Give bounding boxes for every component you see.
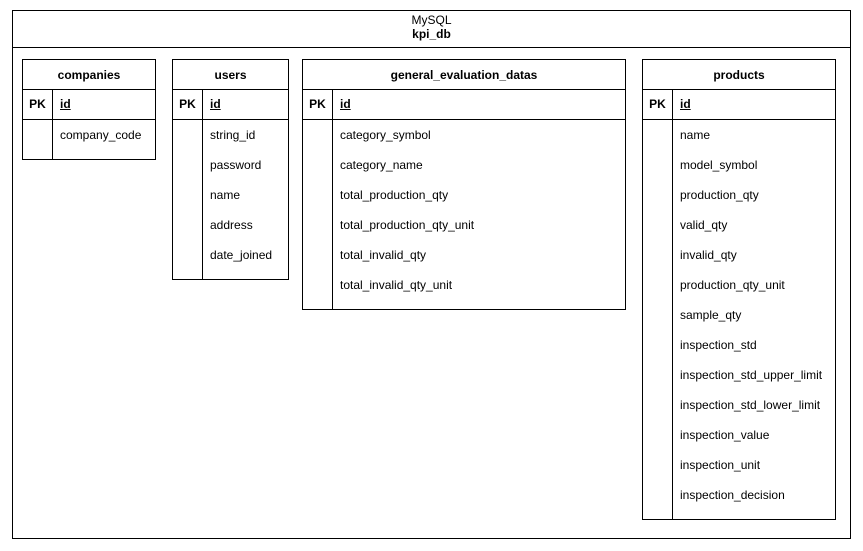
field: address [210,218,253,232]
entity-products[interactable] [642,59,836,520]
field: inspection_std [680,338,757,352]
field: category_name [340,158,423,172]
pk-label: PK [23,90,53,119]
entity-title: general_evaluation_datas [303,60,625,90]
field: production_qty [680,188,759,202]
entity-companies[interactable] [22,59,156,160]
field: invalid_qty [680,248,737,262]
pk-label: PK [173,90,203,119]
field: name [680,128,711,142]
field-list [303,120,625,309]
database-header [13,11,850,48]
field: model_symbol [680,158,758,172]
db-engine-label: MySQL [411,13,452,27]
field: total_production_qty [340,188,449,202]
db-name-label: kpi_db [412,27,451,41]
pk-field: id [680,97,691,111]
field: string_id [210,128,256,142]
entity-users[interactable] [172,59,289,280]
field: inspection_value [680,428,770,442]
field: password [210,158,262,172]
field-list [173,120,288,279]
field: category_symbol [340,128,431,142]
field: valid_qty [680,218,728,232]
field: total_invalid_qty_unit [340,278,453,292]
pk-label: PK [303,90,333,119]
pk-row [643,90,835,120]
pk-label: PK [643,90,673,119]
pk-row [303,90,625,120]
pk-field: id [210,97,221,111]
pk-field: id [340,97,351,111]
pk-field: id [60,97,71,111]
entity-title: companies [23,60,155,90]
field-list [23,120,155,159]
field: company_code [60,128,142,142]
field: sample_qty [680,308,742,322]
entity-general-evaluation-datas[interactable] [302,59,626,310]
entity-title: users [173,60,288,90]
field: inspection_std_upper_limit [680,368,823,382]
field: inspection_unit [680,458,761,472]
field: total_invalid_qty [340,248,427,262]
pk-row [173,90,288,120]
field-list [643,120,835,519]
field: production_qty_unit [680,278,785,292]
field: inspection_std_lower_limit [680,398,821,412]
pk-row [23,90,155,120]
field: total_production_qty_unit [340,218,475,232]
field: inspection_decision [680,488,785,502]
field: date_joined [210,248,273,262]
field: name [210,188,241,202]
entity-title: products [643,60,835,90]
